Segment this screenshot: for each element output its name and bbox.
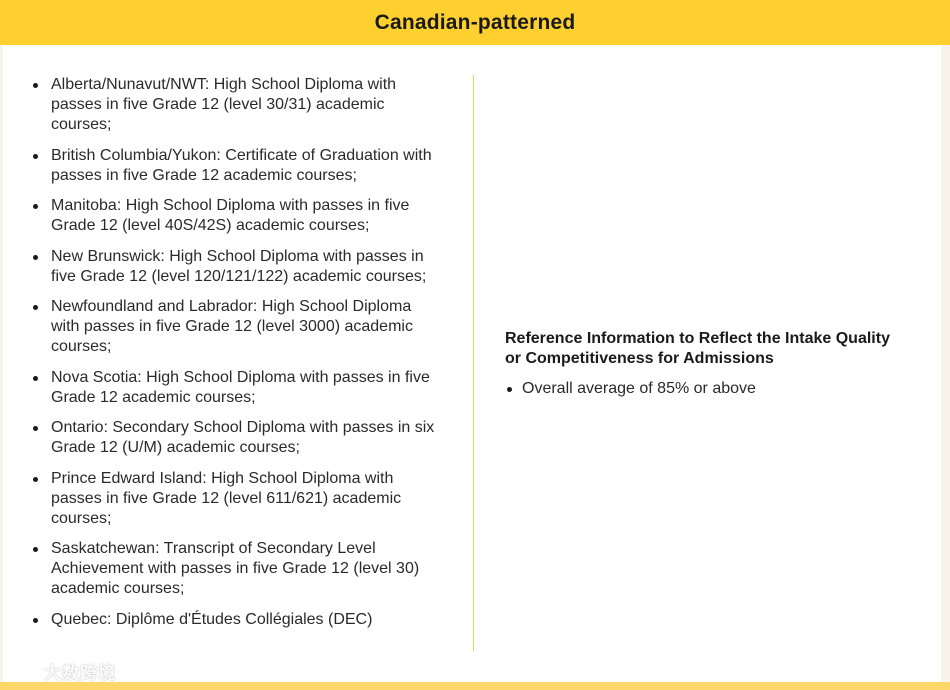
requirements-list [31, 75, 441, 630]
requirement-nova-scotia: Nova Scotia: High School Diploma with passes in five Grade 12 academic courses; [31, 368, 441, 408]
reference-item: Overall average of 85% or above [505, 379, 905, 399]
reference-list [505, 379, 905, 399]
requirement-ontario: Ontario: Secondary School Diploma with passes in six Grade 12 (U/M) academic courses; [31, 418, 441, 458]
reference-title: Reference Information to Reflect the Intake Quality or Competitiveness for Admissions [505, 330, 890, 367]
requirement-newfoundland: Newfoundland and Labrador: High School Diploma with passes in five Grade 12 (level 3000) academic courses; [31, 297, 441, 357]
right-margin [941, 45, 950, 682]
section-header [0, 0, 950, 45]
reference-column [505, 329, 905, 399]
requirement-saskatchewan: Saskatchewan: Transcript of Secondary Level Achievement with passes in five Grade 12 (level 30) academic courses; [31, 539, 441, 599]
watermark [6, 658, 116, 684]
requirement-british-columbia: British Columbia/Yukon: Certificate of Graduation with passes in five Grade 12 academic courses; [31, 146, 441, 186]
watermark-logo-icon [6, 661, 40, 681]
requirements-column [31, 75, 441, 640]
requirement-new-brunswick: New Brunswick: High School Diploma with passes in five Grade 12 (level 120/121/122) academic courses; [31, 247, 441, 287]
bottom-border [0, 682, 950, 690]
watermark-text: 大数跨境 [44, 663, 116, 683]
requirement-quebec: Quebec: Diplôme d'Études Collégiales (DEC) [31, 610, 441, 630]
requirement-alberta: Alberta/Nunavut/NWT: High School Diploma with passes in five Grade 12 (level 30/31) academic courses; [31, 75, 441, 135]
requirement-pei: Prince Edward Island: High School Diploma with passes in five Grade 12 (level 611/621) academic courses; [31, 469, 441, 529]
requirement-manitoba: Manitoba: High School Diploma with passes in five Grade 12 (level 40S/42S) academic courses; [31, 196, 441, 236]
content-panel [3, 45, 941, 682]
section-title: Canadian-patterned [374, 10, 576, 34]
column-divider [473, 75, 474, 651]
